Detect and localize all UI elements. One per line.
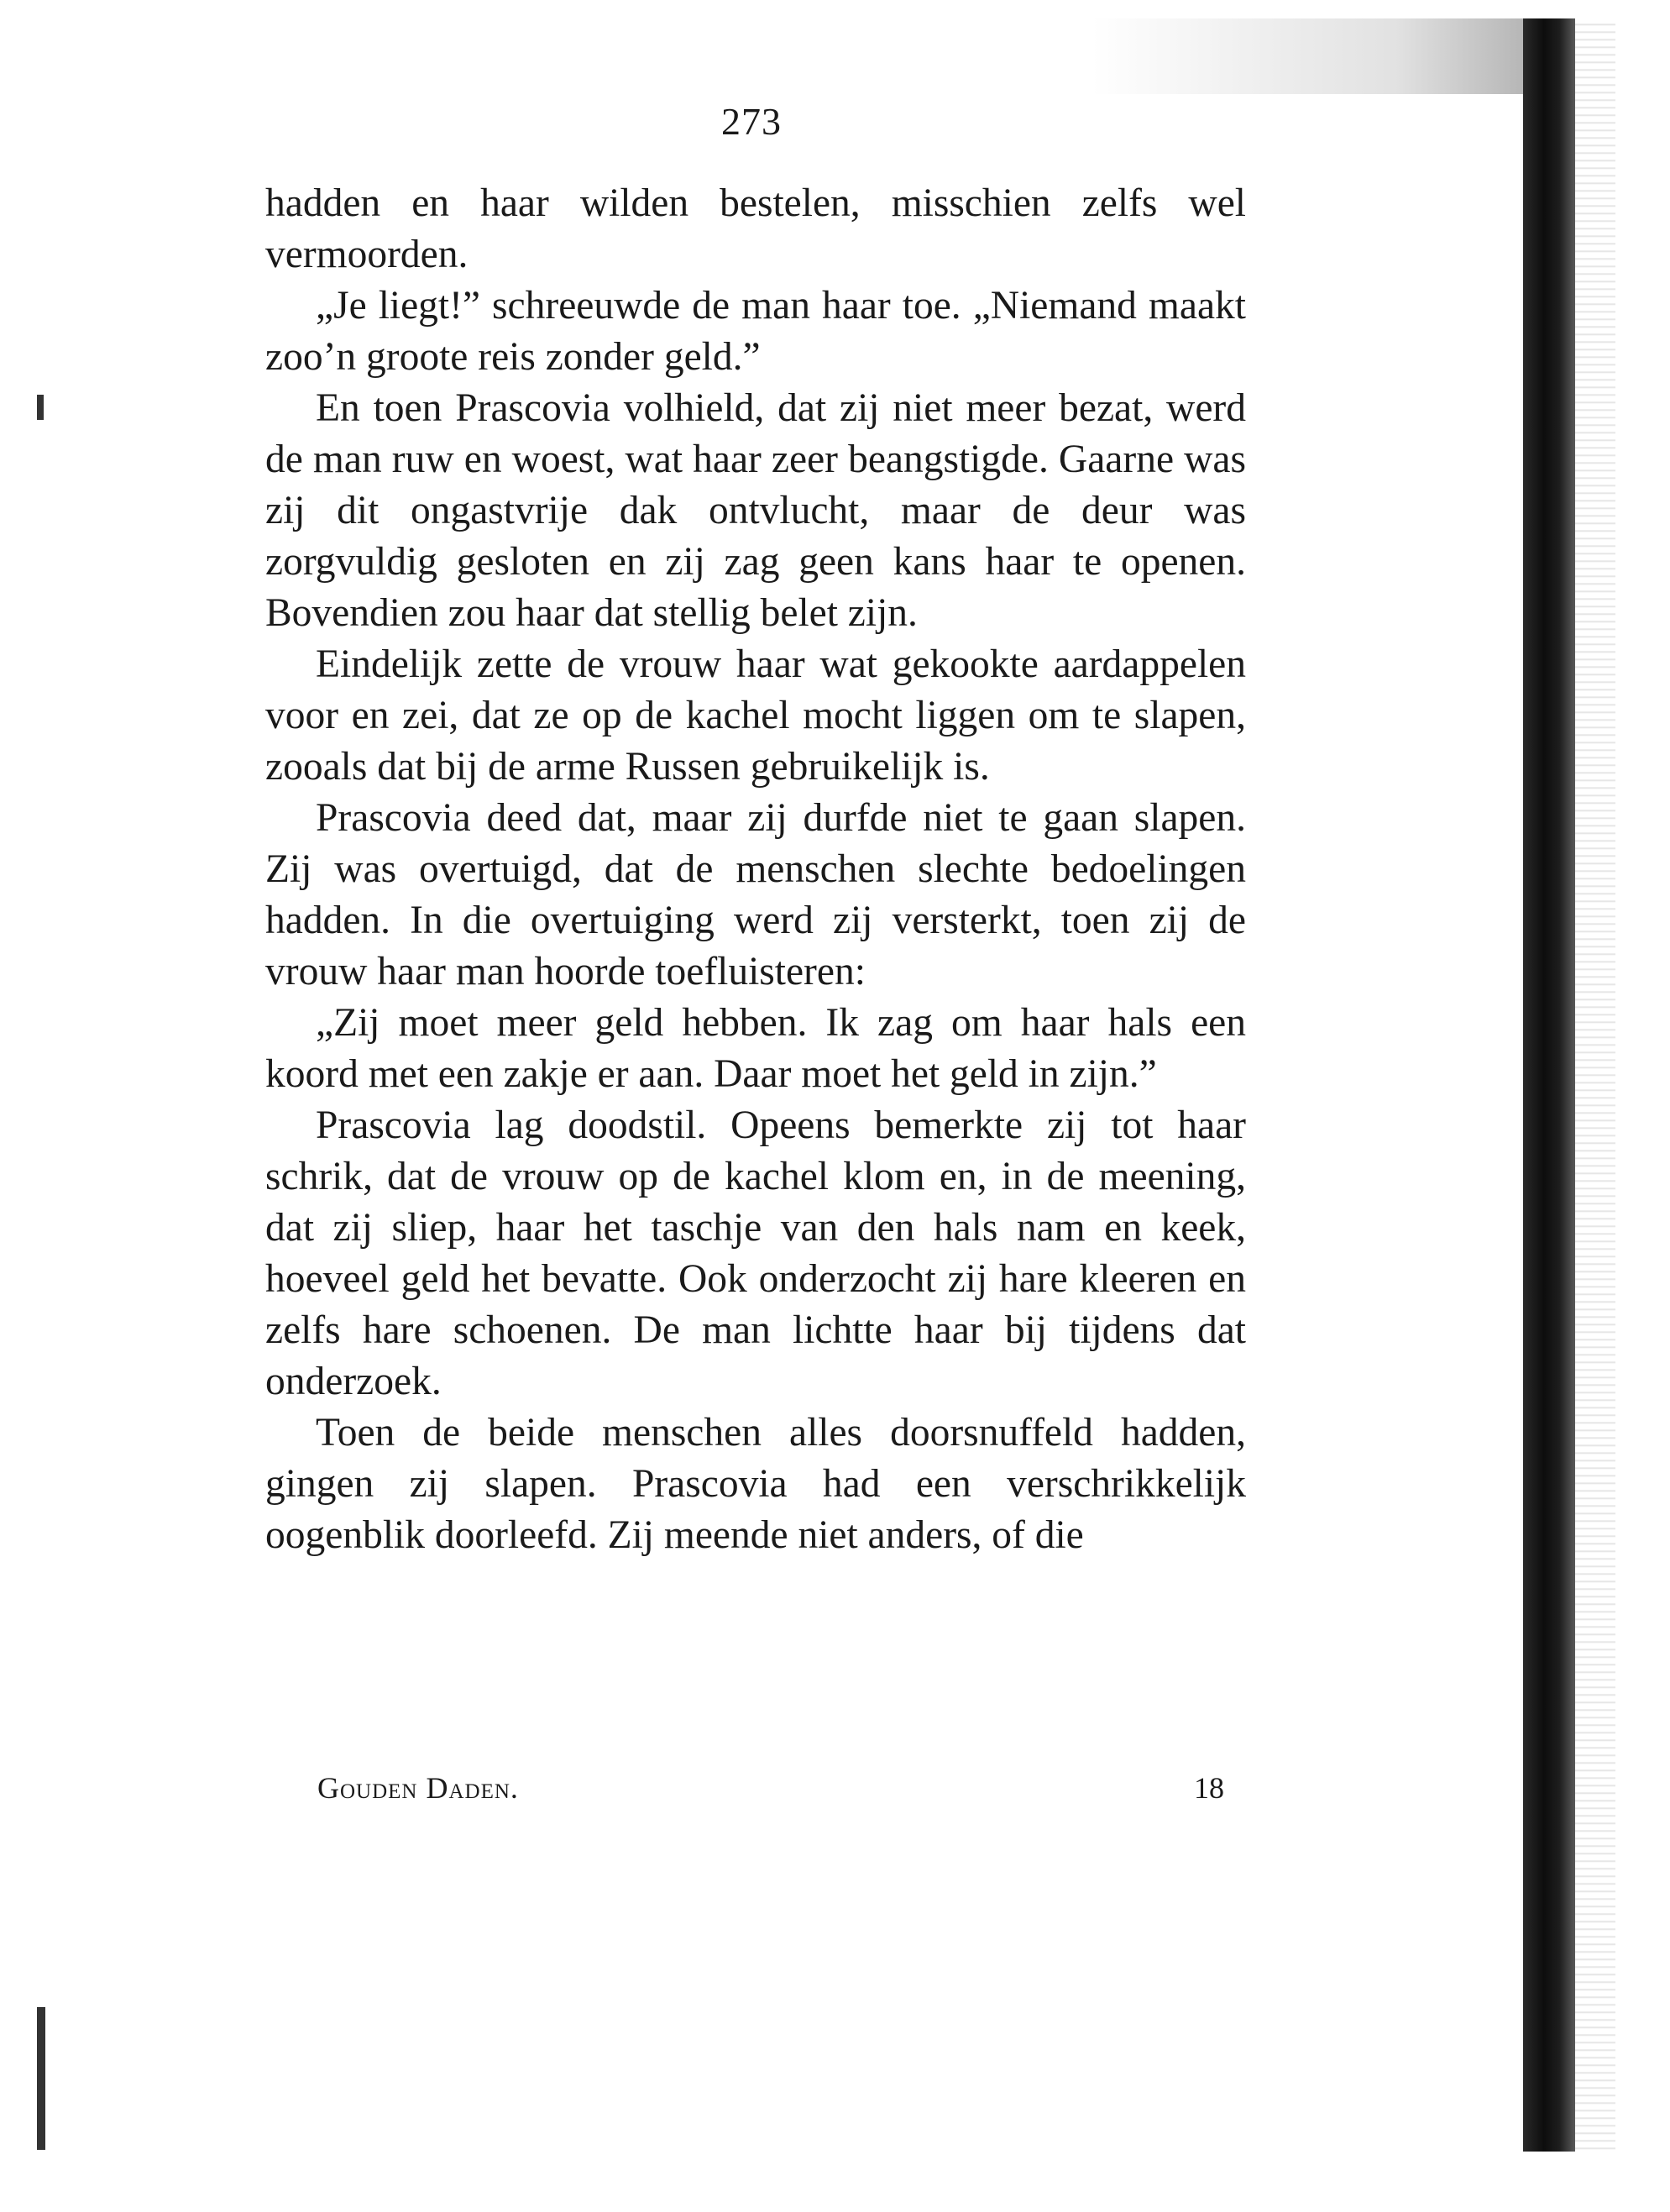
page-edge: [1575, 18, 1615, 2152]
paragraph: Eindelijk zette de vrouw haar wat gekookte aardappelen voor en zei, dat ze op de kachel mocht liggen om te slapen, zooals dat bij de arme Russen gebruikelijk is.: [265, 642, 1246, 789]
paragraph: Prascovia lag doodstil. Opeens bemerkte zij tot haar schrik, dat de vrouw op de kachel klom en, in de meening, dat zij sliep, haar het taschje van den hals nam en keek, hoeveel geld het bevatte. Ook onderzocht zij hare kleeren en zelfs hare schoenen. De man lichtte haar bij tijdens dat onderzoek.: [265, 1103, 1246, 1403]
sheet-number: 18: [1194, 1771, 1224, 1805]
body-text: [265, 178, 1246, 1561]
signature-mark: Gouden Daden.: [317, 1771, 519, 1805]
paragraph: „Je liegt!” schreeuwde de man haar toe. „Niemand maakt zoo’n groote reis zonder geld.”: [265, 284, 1246, 379]
paragraph: En toen Prascovia volhield, dat zij niet meer bezat, werd de man ruw en woest, wat haar zeer beangstigde. Gaarne was zij dit ongastvrije dak ontvlucht, maar de deur was zorgvuldig gesloten en zij zag geen kans haar te openen. Bovendien zou haar dat stellig belet zijn.: [265, 386, 1246, 635]
scan-artifact: [37, 2007, 45, 2150]
book-gutter-shadow: [1523, 18, 1575, 2152]
paragraph: Toen de beide menschen alles doorsnuffeld hadden, gingen zij slapen. Prascovia had een verschrikkelijk oogenblik doorleefd. Zij meende niet anders, of die: [265, 1411, 1246, 1557]
paragraph: „Zij moet meer geld hebben. Ik zag om haar hals een koord met een zakje er aan. Daar moet het geld in zijn.”: [265, 1001, 1246, 1096]
scan-shadow: [1092, 18, 1528, 94]
page-footer: [317, 1770, 1224, 1806]
scan-artifact: [37, 395, 44, 420]
paragraph: Prascovia deed dat, maar zij durfde niet te gaan slapen. Zij was overtuigd, dat de menschen slechte bedoelingen hadden. In die overtuiging werd zij versterkt, toen zij de vrouw haar man hoorde toefluisteren:: [265, 796, 1246, 993]
paragraph: hadden en haar wilden bestelen, misschien zelfs wel vermoorden.: [265, 181, 1246, 276]
page-number: 273: [721, 100, 782, 143]
